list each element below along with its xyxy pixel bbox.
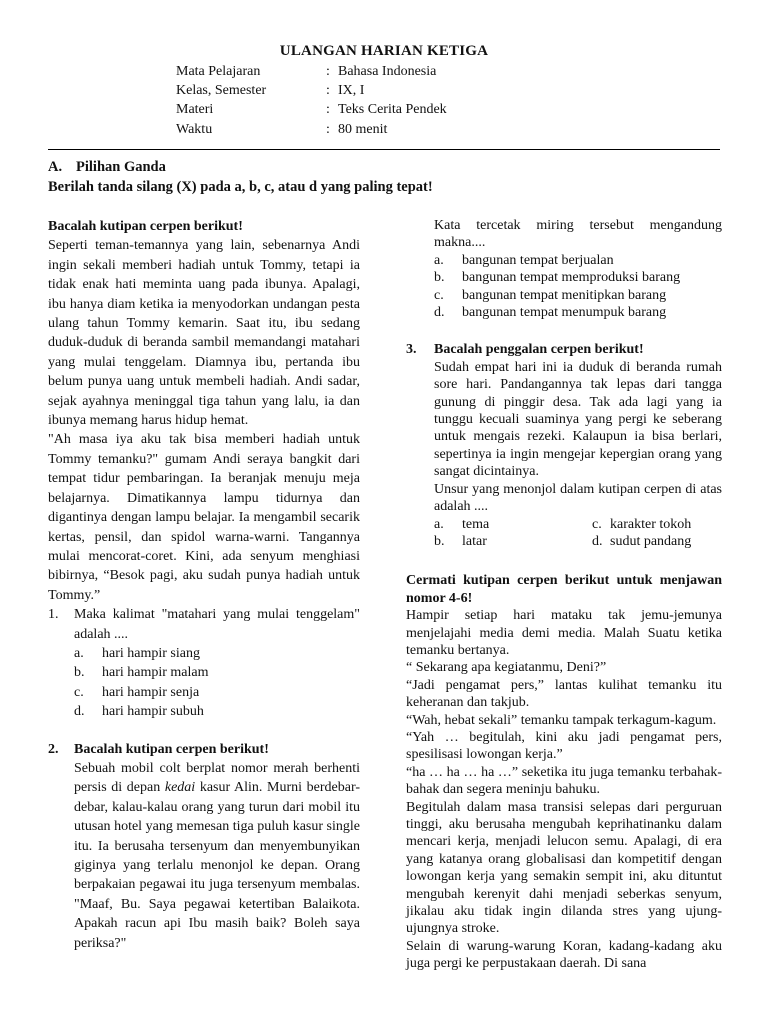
question-3 [406,341,722,515]
option-text: hari hampir malam [102,665,209,681]
option-letter: a. [434,516,444,532]
option-text: bangunan tempat menumpuk barang [462,305,667,321]
passage-paragraph: “Yah … begitulah, kini aku jadi pengamat pers, spesilisasi lowongan kerja.” [406,729,722,763]
meta-label: Materi [176,102,214,117]
option-b[interactable] [434,533,592,550]
meta-row-material [176,100,447,119]
option-letter: c. [74,684,84,700]
passage-paragraph: Sudah empat hari ini ia duduk di beranda rumah sore hari. Pandangannya tak lepas dari tangga gunung di pinggir desa. Tak ada lagi yang ia tunggu kecuali suaminya yang pergi ke seberang untuk mengais rezeki. Kalaupun ia bisa berlari, sepertinya ia ingin mengejar kepergian orang yang sangat dicintainya. [434,359,722,480]
option-a[interactable] [434,516,592,533]
option-text: karakter tokoh [610,516,692,532]
option-letter: a. [434,252,444,268]
passage-paragraph: “ Sekarang apa kegiatanmu, Deni?” [406,660,607,676]
passage-paragraph: Selain di warung-warung Koran, kadang-kadang aku juga pergi ke perpustakaan daerah. Di sana [406,938,722,972]
option-letter: c. [434,287,444,303]
question-text: Unsur yang menonjol dalam kutipan cerpen di atas adalah .... [434,481,722,515]
meta-row-time [176,120,387,139]
meta-label: Waktu [176,122,213,137]
section-name: Pilihan Ganda [76,159,166,175]
question-number: 3. [406,342,417,358]
meta-value: IX, I [338,83,365,98]
meta-label: Kelas, Semester [176,83,267,98]
passage-paragraph: “Jadi pengamat pers,” lantas kulihat temanku itu keheranan dan takjub. [406,677,722,711]
meta-separator: : [326,102,330,117]
option-letter: d. [74,704,85,720]
question-number: 2. [48,741,59,757]
meta-separator: : [326,83,330,98]
passage-heading: Bacalah kutipan cerpen berikut! [74,741,269,757]
option-text: bangunan tempat berjualan [462,252,614,268]
option-b[interactable] [406,269,722,286]
option-a[interactable] [406,252,722,269]
section-number: A. [48,159,63,175]
option-text: latar [462,533,487,549]
option-d[interactable] [592,533,722,550]
option-a[interactable] [74,644,360,663]
option-letter: c. [592,516,602,532]
option-c[interactable] [74,683,360,702]
option-grid [406,516,722,551]
passage-paragraph: Begitulah dalam masa transisi selepas dari perguruan tinggi, aku berusaha mengubah keprihatinanku dalam mencari kerja, menjadi lelucon semu. Apalagi, di era yang katanya orang globalisasi dan kompetitif dengan lowongan kerja yang semakin sempit ini, aku dituntut mengubah kerenyit dahi menjadi seberkas senyum, jikalau aku tidak ingin dilanda stres yang ujung-ujungnya stroke. [406,799,722,937]
meta-separator: : [326,64,330,79]
meta-separator: : [326,122,330,137]
option-text: hari hampir senja [102,684,200,700]
option-text: tema [462,516,490,532]
passage-heading: Bacalah kutipan cerpen berikut! [48,219,243,234]
question-1 [48,605,360,721]
meta-value: 80 menit [338,122,388,137]
passage-paragraph: "Ah masa iya aku tak bisa memberi hadiah untuk Tommy temanku?" gumam Andi seraya bangkit dari tempat tidur pembaringan. Ia beranjak menuju meja belajarnya. Dimatikannya lampu tidurnya dan digantinya dengan lampu belajar. Ia mengambil secarik kertas, pensil, dan spidol warna-warni. Tangannya mulai mencorat-coret. Kini, ada senyum menghiasi bibirnya, “Besok pagi, aku sudah punya hadiah untuk Tommy.” [48,432,360,603]
option-d[interactable] [74,702,360,721]
option-letter: b. [434,270,445,286]
section-instruction: Berilah tanda silang (X) pada a, b, c, atau d yang paling tepat! [48,179,433,195]
passage-heading: Bacalah penggalan cerpen berikut! [434,342,644,358]
option-d[interactable] [406,304,722,321]
option-b[interactable] [74,663,360,682]
passage-paragraph: “Wah, hebat sekali” temanku tampak terkagum-kagum. [406,712,717,728]
passage-paragraph: Hampir setiap hari mataku tak jemu-jemunya menjelajahi media demi media. Malah Suatu ketika temanku bertanya. [406,608,722,658]
question-2 [48,740,360,953]
page-title: ULANGAN HARIAN KETIGA [279,43,489,59]
option-letter: b. [434,533,445,549]
option-letter: a. [74,645,84,661]
italic-word: kedai [164,780,196,796]
meta-row-class [176,81,364,100]
meta-value: Bahasa Indonesia [338,64,437,79]
option-c[interactable] [406,287,722,304]
option-letter: d. [434,305,445,321]
header-divider [48,149,720,150]
option-c[interactable] [592,516,722,533]
passage-heading: Cermati kutipan cerpen berikut untuk menjawan nomor 4-6! [406,573,722,606]
option-text: bangunan tempat memproduksi barang [462,270,681,286]
meta-label: Mata Pelajaran [176,64,261,79]
left-column [48,217,360,953]
question-text: Kata tercetak miring tersebut mengandung makna.... [434,218,722,251]
passage-text: kasur Alin. Murni berdebar-debar, kalau-kalau orang yang turun dari mobil itu utusan hotel yang memesan tiga puluh kasur single itu. Ia berusaha tersenyum dan menyembunyikan giginya yang terlalu menonjol ke depan. Orang berpakaian pegawai itu juga tersenyum membalas. "Maaf, Bu. Saya pegawai ketertiban Balaikota. Apakah racun api Ibu masih baik? Boleh saya periksa?" [74,780,361,951]
passage-paragraph: Seperti teman-temannya yang lain, sebenarnya Andi ingin sekali memberi hadiah untuk Tommy, tetapi ia tidak enak hati meminta uang pada ibunya. Apalagi, ibu hanya diam ketika ia menyodorkan undangan pesta ulang tahun Tommy kemarin. Saat itu, ibu sedang duduk-duduk di beranda sambil memandangi matahari yang mulai tenggelam. Diamnya ibu, pertanda ibu belum punya uang untuk membeli hadiah. Andi sadar, sejak ayahnya meninggal tiga tahun yang lalu, ia dan ibunya memang harus hidup hemat. [48,238,360,429]
meta-value: Teks Cerita Pendek [338,102,447,117]
passage-text: Sebuah mobil colt berplat nomor merah berhenti persis di depan [74,760,360,796]
option-text: bangunan tempat menitipkan barang [462,287,667,303]
option-text: sudut pandang [610,533,692,549]
option-letter: b. [74,665,85,681]
passage-paragraph: “ha … ha … ha …” seketika itu juga temanku terbahak-bahak dan segera meninju bahuku. [406,764,722,798]
passage-paragraph [74,759,360,953]
question-text: Maka kalimat "matahari yang mulai tenggelam" adalah .... [74,607,360,642]
question-number: 1. [48,607,59,623]
option-letter: d. [592,533,603,549]
section-title [48,159,166,176]
option-text: hari hampir siang [102,645,200,661]
option-text: hari hampir subuh [102,704,204,720]
meta-row-subject [176,62,436,81]
right-column [406,217,722,973]
